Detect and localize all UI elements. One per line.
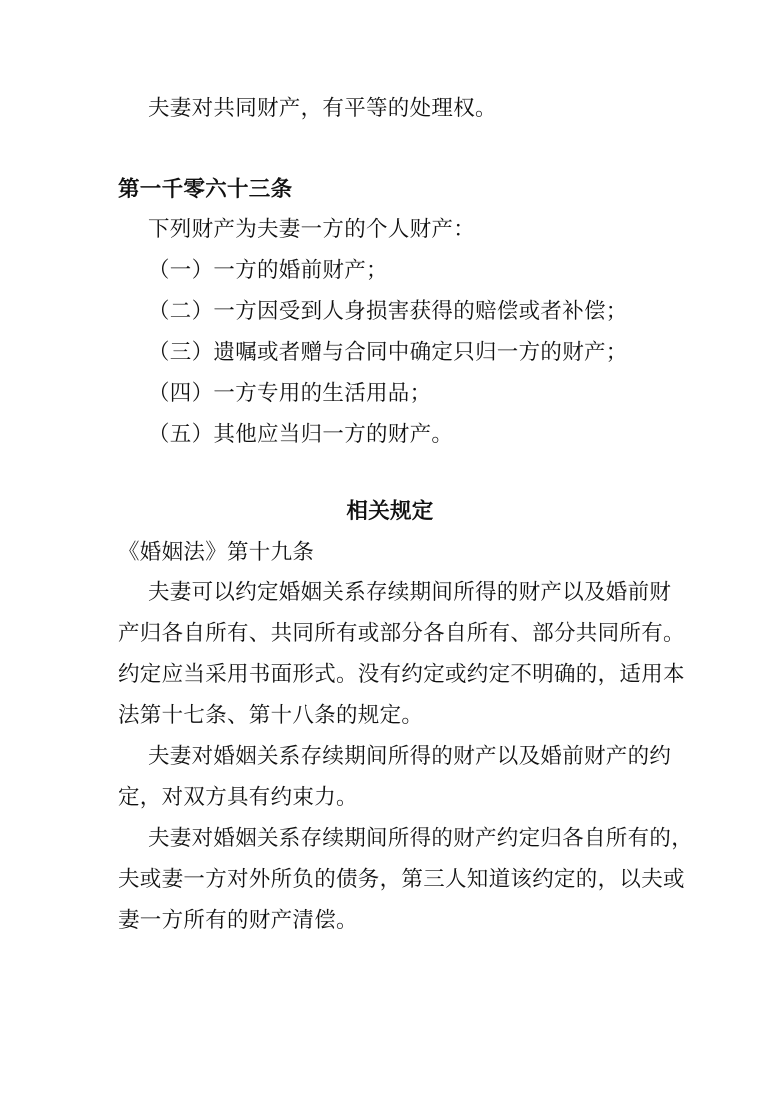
related-heading: 相关规定: [346, 499, 434, 524]
paragraph-3-line-2: 夫或妻一方对外所负的债务，第三人知道该约定的，以夫或: [118, 867, 685, 892]
paragraph-2-line-2: 定，对双方具有约束力。: [118, 785, 358, 810]
article-item-4: （四）一方专用的生活用品；: [148, 381, 432, 406]
paragraph-1-line-1: 夫妻可以约定婚姻关系存续期间所得的财产以及婚前财: [148, 580, 672, 605]
article-item-1: （一）一方的婚前财产；: [148, 258, 388, 283]
article-title: 第一千零六十三条: [118, 177, 293, 202]
top-paragraph: 夫妻对共同财产，有平等的处理权。: [148, 96, 497, 121]
article-item-5: （五）其他应当归一方的财产。: [148, 422, 454, 447]
law-title: 《婚姻法》第十九条: [118, 540, 315, 565]
paragraph-1-line-4: 法第十七条、第十八条的规定。: [118, 703, 424, 728]
article-intro: 下列财产为夫妻一方的个人财产：: [148, 217, 476, 242]
article-item-2: （二）一方因受到人身损害获得的赔偿或者补偿；: [148, 299, 628, 324]
paragraph-2-line-1: 夫妻对婚姻关系存续期间所得的财产以及婚前财产的约: [148, 744, 672, 769]
paragraph-1-line-3: 约定应当采用书面形式。没有约定或约定不明确的，适用本: [118, 662, 685, 687]
paragraph-1-line-2: 产归各自所有、共同所有或部分各自所有、部分共同所有。: [118, 621, 685, 646]
paragraph-3-line-1: 夫妻对婚姻关系存续期间所得的财产约定归各自所有的，: [148, 826, 694, 851]
paragraph-3-line-3: 妻一方所有的财产清偿。: [118, 908, 358, 933]
article-item-3: （三）遗嘱或者赠与合同中确定只归一方的财产；: [148, 340, 628, 365]
